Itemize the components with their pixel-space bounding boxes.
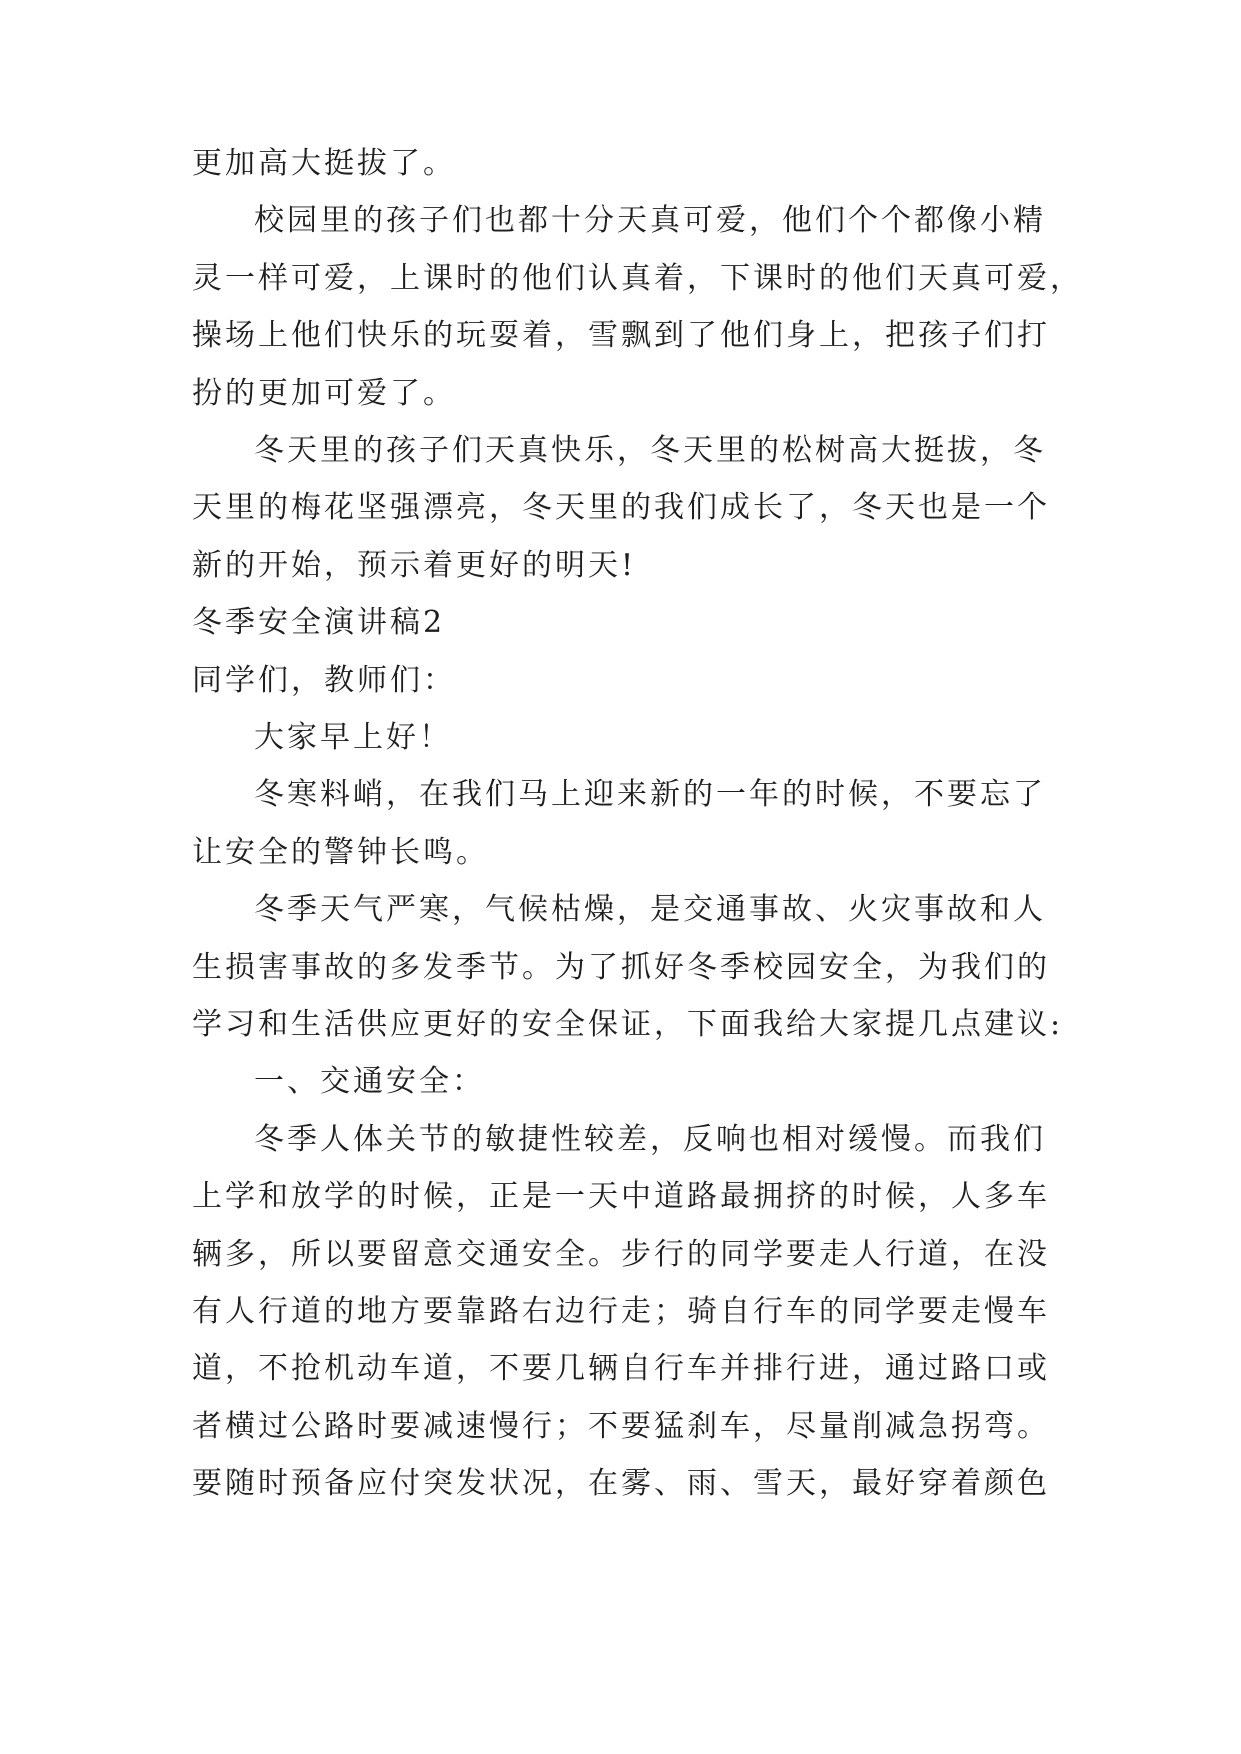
text-line: 让安全的警钟长鸣。 [192, 835, 489, 870]
paragraph-first-line: 冬季人体关节的敏捷性较差，反响也相对缓慢。而我们 [254, 1122, 1046, 1157]
text-line: 有人行道的地方要靠路右边行走；骑自行车的同学要走慢车 [192, 1294, 1050, 1329]
section-title: 冬季安全演讲稿2 [192, 605, 446, 640]
greeting: 大家早上好！ [254, 720, 452, 755]
text-line: 操场上他们快乐的玩耍着，雪飘到了他们身上，把孩子们打 [192, 318, 1050, 353]
salutation: 同学们，教师们： [192, 663, 456, 698]
text-line: 上学和放学的时候，正是一天中道路最拥挤的时候，人多车 [192, 1179, 1050, 1214]
text-line: 灵一样可爱，上课时的他们认真着，下课时的他们天真可爱， [192, 261, 1083, 296]
text-line: 要随时预备应付突发状况，在雾、雨、雪天，最好穿着颜色 [192, 1466, 1050, 1501]
text-line: 生损害事故的多发季节。为了抓好冬季校园安全，为我们的 [192, 950, 1050, 985]
text-line: 更加高大挺拔了。 [192, 146, 456, 181]
text-line: 学习和生活供应更好的安全保证，下面我给大家提几点建议: [192, 1007, 1064, 1042]
text-line: 道，不抢机动车道，不要几辆自行车并排行进，通过路口或 [192, 1351, 1050, 1386]
subheading: 一、交通安全： [254, 1064, 485, 1099]
paragraph-first-line: 冬季天气严寒，气候枯燥，是交通事故、火灾事故和人 [254, 892, 1046, 927]
paragraph-first-line: 冬天里的孩子们天真快乐，冬天里的松树高大挺拔，冬 [254, 433, 1046, 468]
text-line: 扮的更加可爱了。 [192, 376, 456, 411]
text-line: 辆多，所以要留意交通安全。步行的同学要走人行道，在没 [192, 1237, 1050, 1272]
text-line: 天里的梅花坚强漂亮，冬天里的我们成长了，冬天也是一个 [192, 490, 1050, 525]
text-line: 新的开始，预示着更好的明天! [192, 548, 637, 583]
text-line: 者横过公路时要减速慢行；不要猛刹车，尽量削减急拐弯。 [192, 1409, 1050, 1444]
paragraph-first-line: 冬寒料峭，在我们马上迎来新的一年的时候，不要忘了 [254, 777, 1046, 812]
paragraph-first-line: 校园里的孩子们也都十分天真可爱，他们个个都像小精 [254, 203, 1046, 238]
